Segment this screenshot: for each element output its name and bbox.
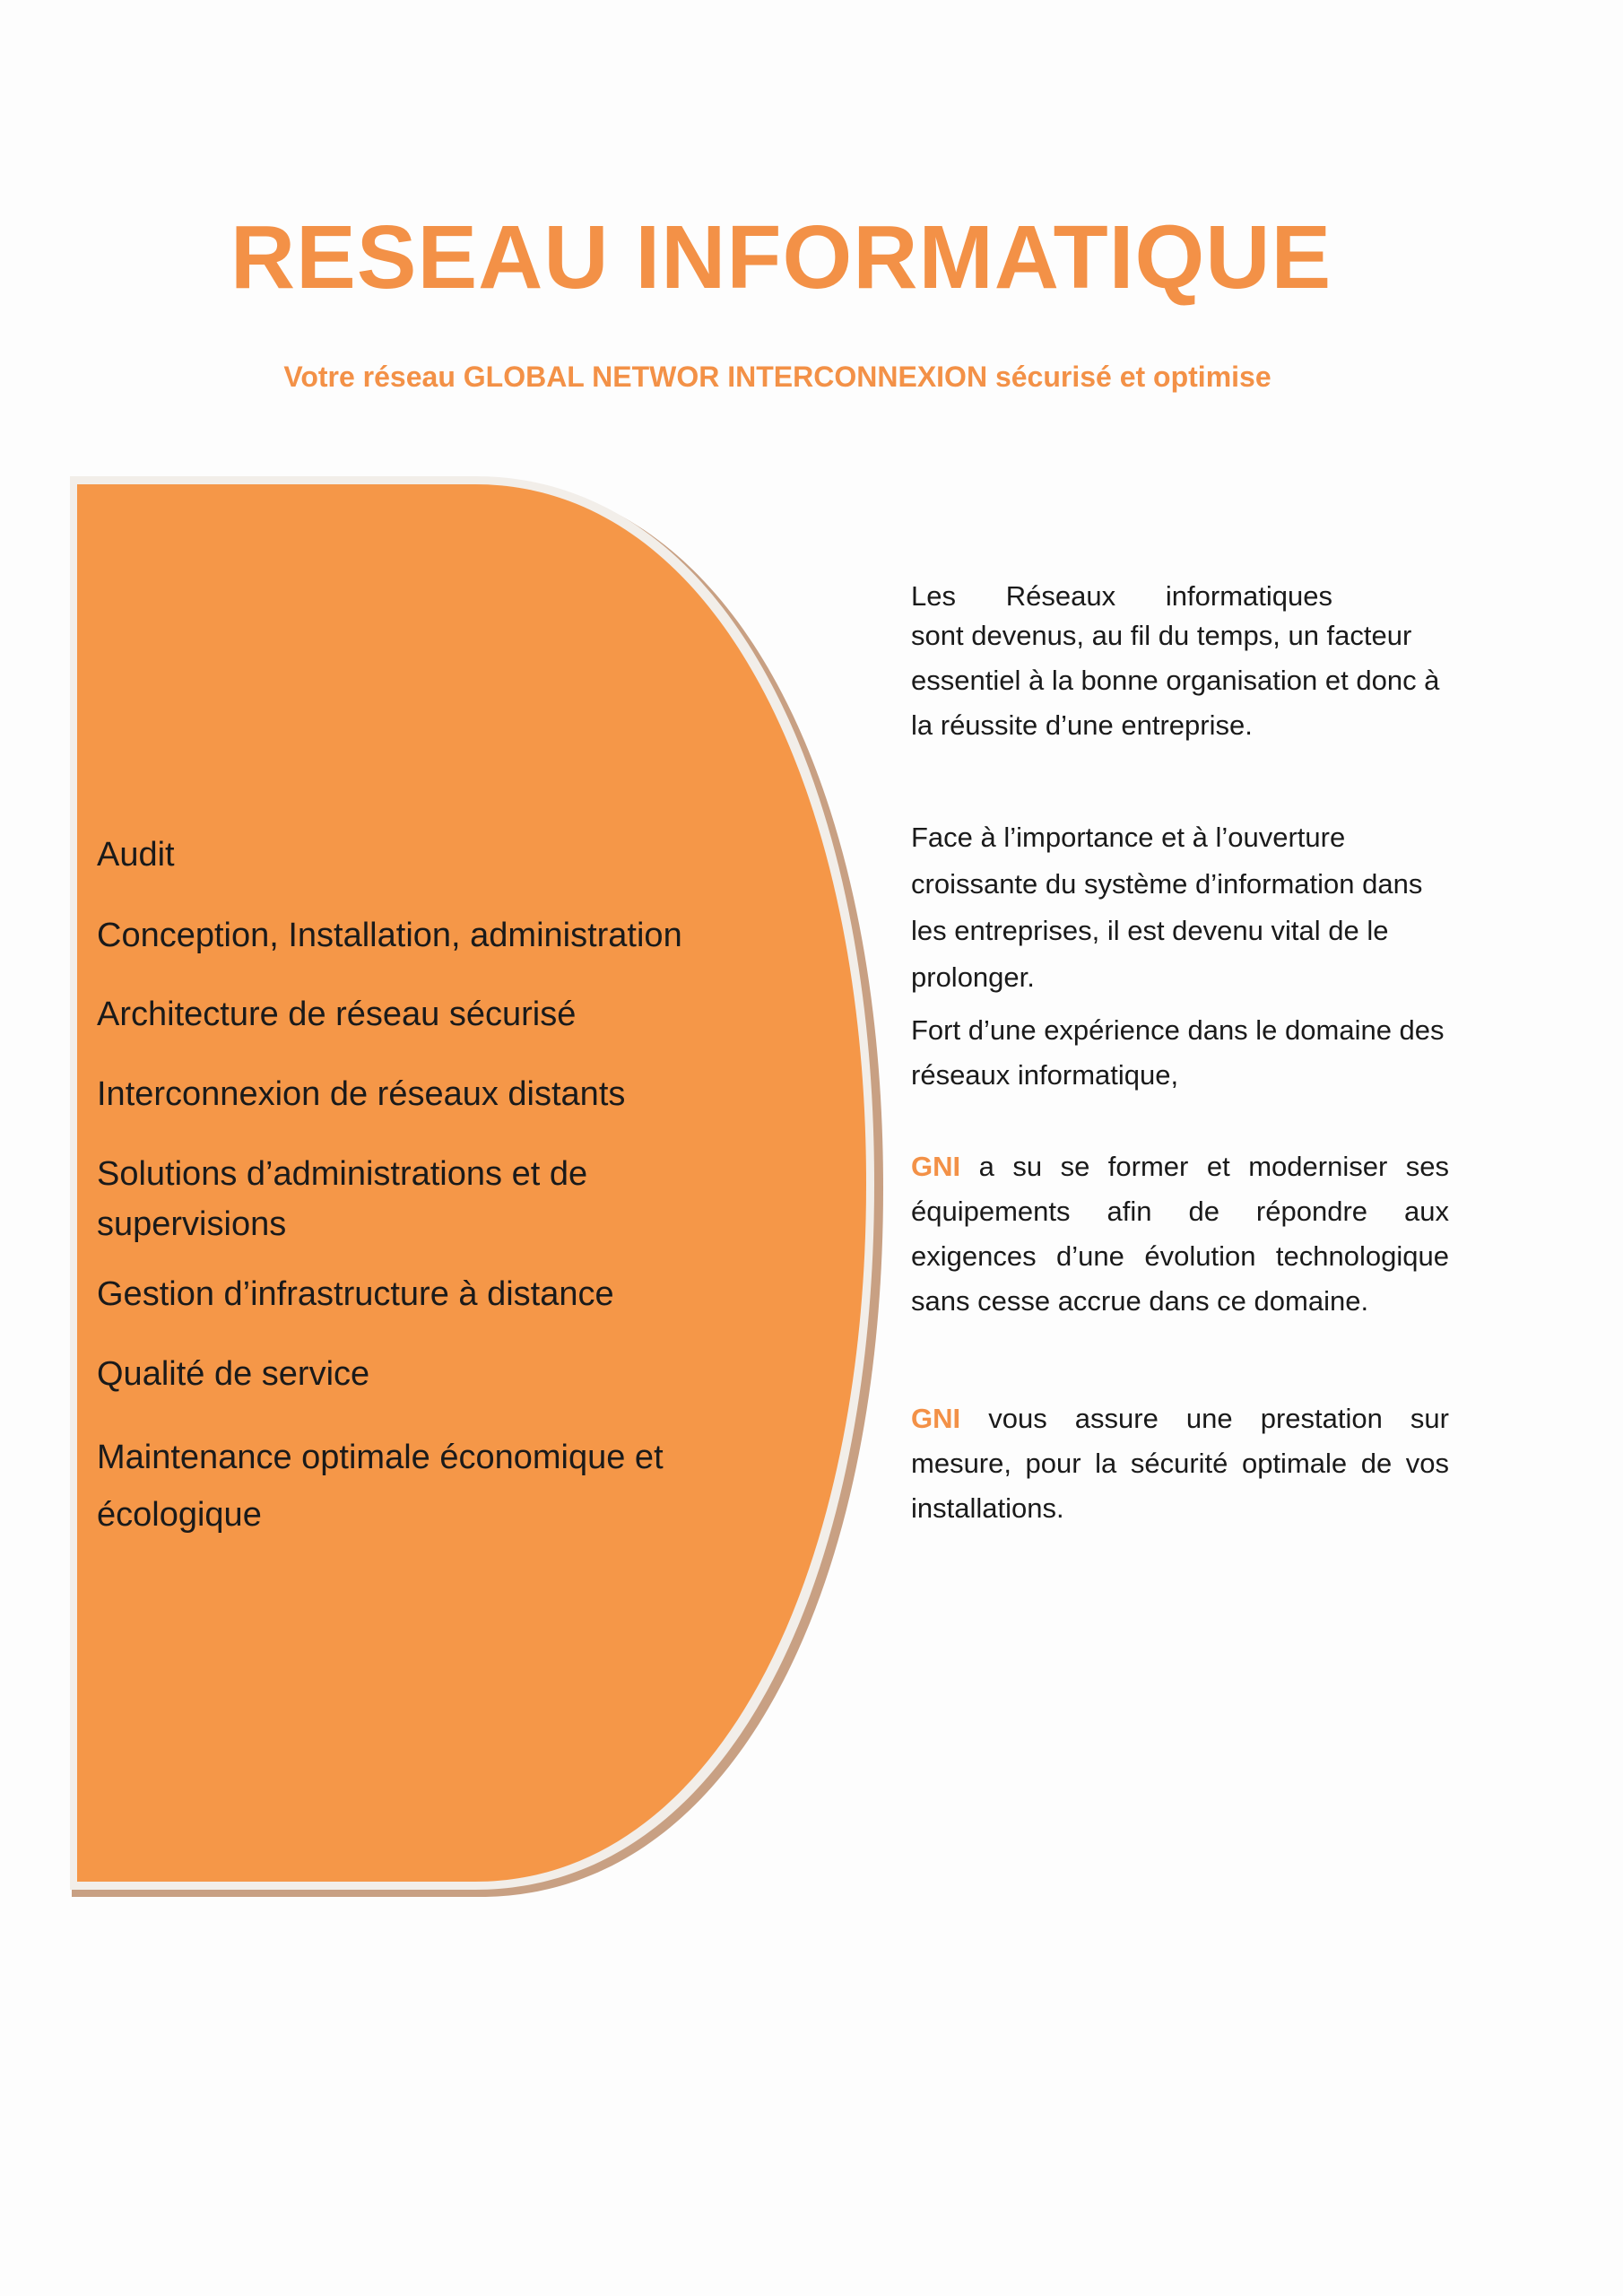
- paragraph-modernisation: [911, 1144, 1449, 1324]
- service-item-architecture: Architecture de réseau sécurisé: [97, 996, 577, 1033]
- paragraph-intro: [911, 574, 1449, 748]
- service-item-audit: Audit: [97, 836, 175, 874]
- brand-gni: GNI: [911, 1403, 961, 1434]
- intro-first-line: Les Réseaux informatiques: [911, 580, 1332, 612]
- page-title: RESEAU INFORMATIQUE: [230, 207, 1332, 308]
- service-item-solutions: Solutions d’administrations et de supervisions: [97, 1155, 588, 1243]
- modernisation-text: a su se former et moderniser ses équipements afin de répondre aux exigences d’une évolution technologique sans cesse accrue dans ce domaine.: [911, 1151, 1449, 1317]
- brand-gni: GNI: [911, 1151, 961, 1182]
- service-item-conception: Conception, Installation, administration: [97, 917, 682, 954]
- paragraph-importance: Face à l’importance et à l’ouverture croissante du système d’information dans les entreprises, il est devenu vital de le prolonger.: [911, 822, 1423, 993]
- service-item-maintenance: Maintenance optimale économique et écologique: [97, 1439, 664, 1534]
- paragraph-prestation: [911, 1396, 1449, 1531]
- service-item-interconnexion: Interconnexion de réseaux distants: [97, 1075, 626, 1113]
- paragraph-experience: Fort d’une expérience dans le domaine des réseaux informatique,: [911, 1014, 1445, 1091]
- page-subtitle: Votre réseau GLOBAL NETWOR INTERCONNEXION sécurisé et optimise: [283, 361, 1271, 393]
- prestation-text: vous assure une prestation sur mesure, pour la sécurité optimale de vos installations.: [911, 1403, 1449, 1524]
- service-item-qualite: Qualité de service: [97, 1355, 370, 1393]
- intro-rest: sont devenus, au fil du temps, un facteur essentiel à la bonne organisation et donc à la réussite d’une entreprise.: [911, 620, 1440, 741]
- service-item-gestion: Gestion d’infrastructure à distance: [97, 1275, 614, 1313]
